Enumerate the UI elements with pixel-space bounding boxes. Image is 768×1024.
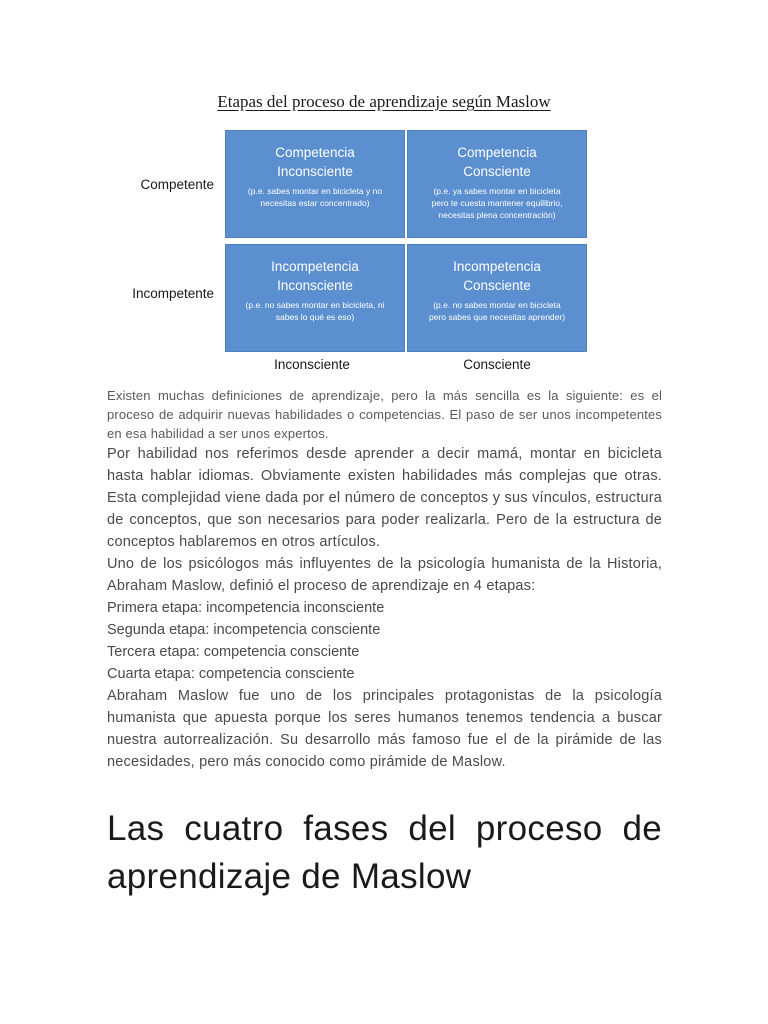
quadrant-description: (p.e. ya sabes montar en bicicleta pero te cuesta mantener equilibrio, necesitas plena concentración) bbox=[431, 186, 563, 220]
stage-line: Primera etapa: incompetencia inconsciente bbox=[107, 600, 385, 616]
stage-line: Tercera etapa: competencia consciente bbox=[107, 644, 360, 660]
quadrant-description: (p.e. sabes montar en bicicleta y no necesitas estar concentrado) bbox=[247, 186, 383, 208]
quadrant-competencia-inconsciente bbox=[225, 130, 405, 238]
habilidad-paragraph: Por habilidad nos referimos desde aprender a decir mamá, montar en bicicleta hasta hablar idiomas. Obviamente existen habilidades más complejas que otras. Esta complejidad viene dada por el número de conceptos y sus vínculos, estructura de conceptos, que son necesarios para poder realizarla. Pero de la estructura de conceptos hablaremos en otros artículos. bbox=[107, 446, 662, 550]
quadrant-incompetencia-consciente bbox=[407, 244, 587, 352]
quadrant-title: Incompetencia Consciente bbox=[453, 259, 541, 293]
quadrant-description: (p.e. no sabes montar en bicicleta pero sabes que necesitas aprender) bbox=[428, 300, 566, 322]
body-text bbox=[107, 386, 662, 773]
col-label-consciente: Consciente bbox=[463, 357, 531, 372]
intro-paragraph: Existen muchas definiciones de aprendizaje, pero la más sencilla es la siguiente: es el proceso de adquirir nuevas habilidades o competencias. El paso de ser unos incompetentes en esa habilidad a ser unos expertos. bbox=[107, 388, 662, 441]
quadrant-competencia-consciente bbox=[407, 130, 587, 238]
row-label-competente: Competente bbox=[140, 177, 214, 192]
stage-line: Cuarta etapa: competencia consciente bbox=[107, 666, 355, 682]
quadrant-title: Incompetencia Inconsciente bbox=[271, 259, 359, 293]
section-heading: Las cuatro fases del proceso de aprendizaje de Maslow bbox=[107, 809, 662, 896]
figure-title: Etapas del proceso de aprendizaje según Maslow bbox=[217, 92, 551, 111]
col-label-inconsciente: Inconsciente bbox=[274, 357, 350, 372]
quadrant-title: Competencia Consciente bbox=[457, 145, 537, 179]
quadrant-description: (p.e. no sabes montar en bicicleta, ni sabes lo qué es eso) bbox=[245, 300, 385, 322]
maslow-intro-paragraph: Uno de los psicólogos más influyentes de la psicología humanista de la Historia, Abraham Maslow, definió el proceso de aprendizaje en 4 etapas: bbox=[107, 556, 662, 594]
stage-line: Segunda etapa: incompetencia consciente bbox=[107, 622, 381, 638]
maslow-bio-paragraph: Abraham Maslow fue uno de los principales protagonistas de la psicología humanista que apuesta porque los seres humanos tenemos tendencia a buscar nuestra autorrealización. Su desarrollo más famoso fue el de la pirámide de las necesidades, pero más conocido como pirámide de Maslow. bbox=[107, 688, 662, 770]
row-label-incompetente: Incompetente bbox=[132, 286, 214, 301]
quadrant-title: Competencia Inconsciente bbox=[275, 145, 355, 179]
quadrant-incompetencia-inconsciente bbox=[225, 244, 405, 352]
